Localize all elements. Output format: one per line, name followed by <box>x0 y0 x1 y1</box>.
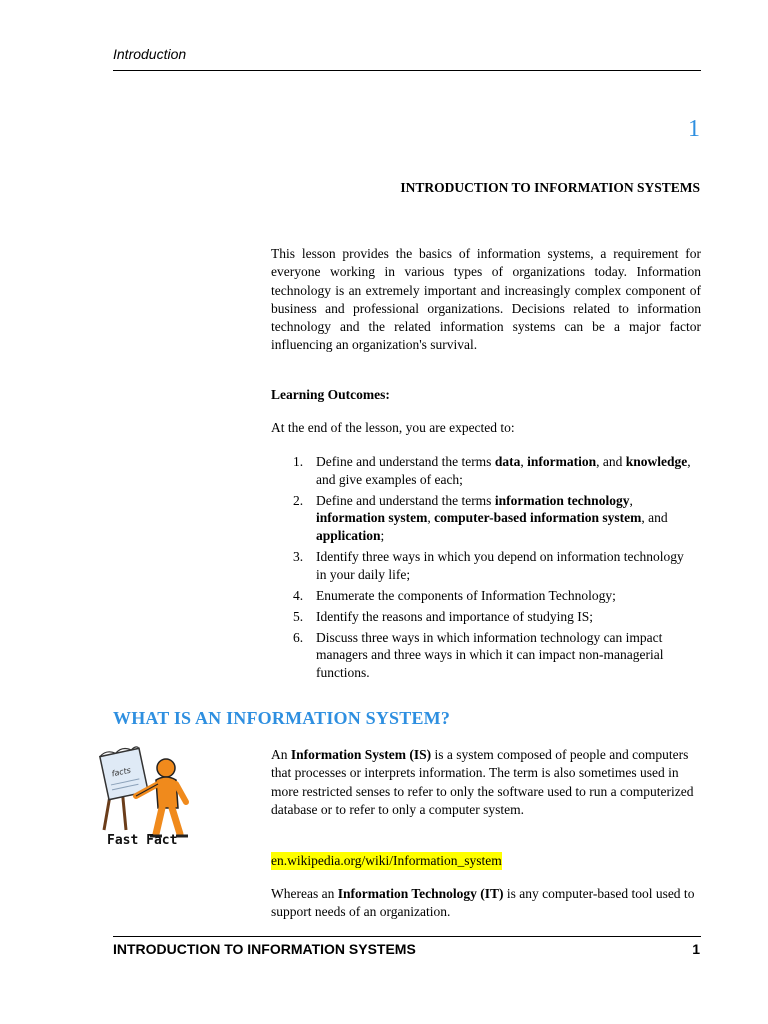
outcome-number: 4. <box>293 587 304 603</box>
learning-outcomes-list <box>293 453 693 685</box>
is-term: Information System (IS) <box>290 747 432 762</box>
outcome-number: 6. <box>293 629 304 645</box>
outcome-item: 5. Identify the reasons and importance of studying IS; <box>293 608 594 624</box>
outcome-number: 5. <box>293 608 304 624</box>
is-definition-paragraph: An Information System (IS) is a system composed of people and computers that processes or interprets information. The term is also sometimes used in more restricted senses to refer to only the software used to run a computerized database or to refer to only a computer system. <box>271 747 694 817</box>
page-number: 1 <box>692 941 700 957</box>
fast-fact-icon <box>92 744 196 848</box>
it-definition-paragraph: Whereas an Information Technology (IT) is any computer-based tool used to support needs of an organization. <box>271 886 695 920</box>
learning-outcomes-intro: At the end of the lesson, you are expected to: <box>271 420 515 435</box>
footer-rule <box>113 936 701 937</box>
running-header: Introduction <box>113 46 187 62</box>
outcome-item: 3. Identify three ways in which you depend on information technology in your daily life; <box>293 548 684 582</box>
section-heading: WHAT IS AN INFORMATION SYSTEM? <box>113 708 451 728</box>
svg-text:facts: facts <box>110 765 132 779</box>
chapter-title: INTRODUCTION TO INFORMATION SYSTEMS <box>400 180 700 195</box>
outcome-number: 3. <box>293 548 304 564</box>
outcome-item: 2. Define and understand the terms information technology, information system, computer-based information system, and application; <box>293 492 668 543</box>
fast-fact-label: Fast Fact <box>107 833 178 848</box>
wikipedia-link[interactable]: en.wikipedia.org/wiki/Information_system <box>271 853 502 868</box>
footer-title: INTRODUCTION TO INFORMATION SYSTEMS <box>113 941 416 957</box>
intro-paragraph: This lesson provides the basics of information systems, a requirement for everyone working in various types of organizations today. Information technology is an extremely important and increasingly complex component of business and professional organizations. Decisions related to information technology and the related information systems can be a major factor influencing an organization's survival. <box>271 246 701 353</box>
outcome-item: 4. Enumerate the components of Information Technology; <box>293 587 616 603</box>
header-rule <box>113 70 701 71</box>
outcome-item: 1. Define and understand the terms data, information, and knowledge, and give examples of each; <box>293 454 691 487</box>
outcome-number: 2. <box>293 492 304 508</box>
outcome-number: 1. <box>293 454 304 469</box>
it-term: Information Technology (IT) <box>337 886 504 901</box>
outcome-item: 6. Discuss three ways in which information technology can impact managers and three ways in which it can impact non-managerial functions. <box>293 629 664 681</box>
chapter-number: 1 <box>688 116 700 142</box>
learning-outcomes-heading: Learning Outcomes: <box>271 387 390 402</box>
